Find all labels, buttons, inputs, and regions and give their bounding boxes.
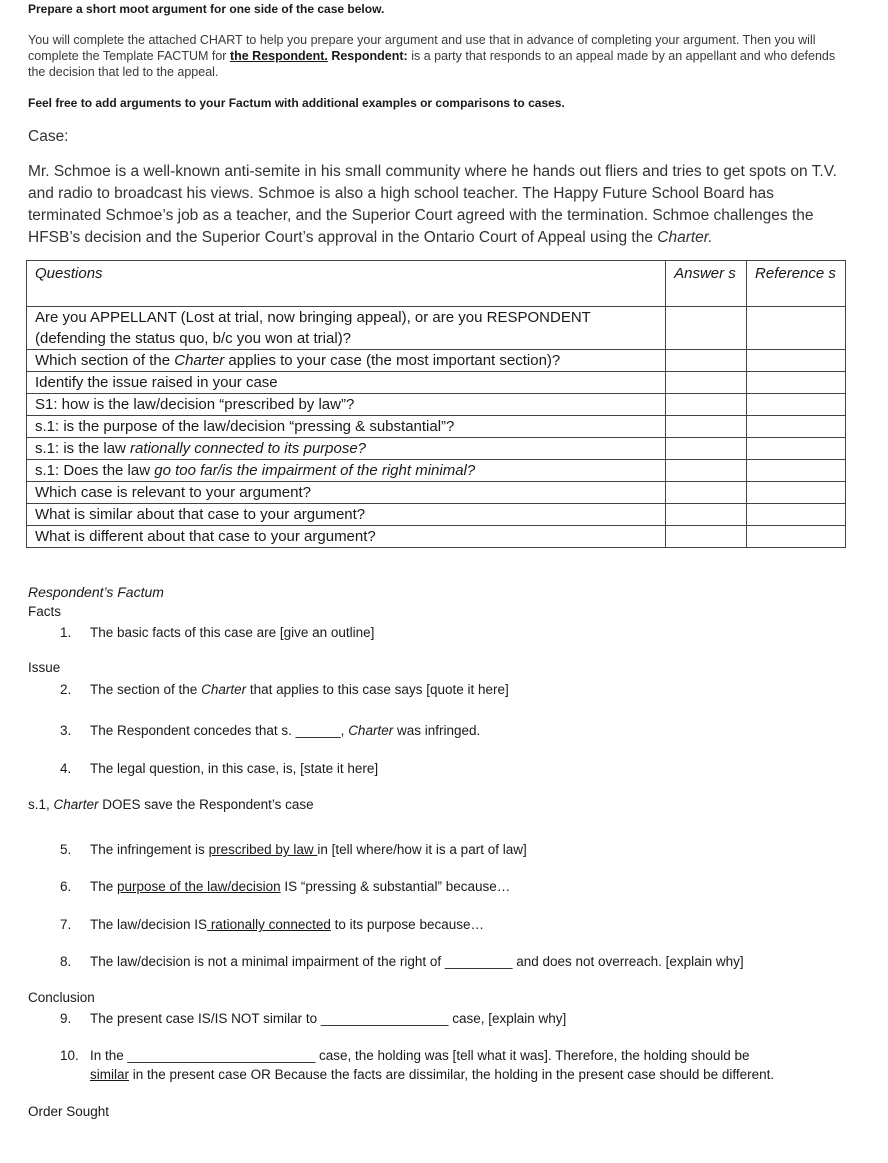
table-row (27, 482, 846, 504)
item-text-end: was infringed. (393, 723, 481, 738)
factum-item-9 (60, 1009, 566, 1028)
question-cell (27, 394, 666, 416)
question-cell (27, 372, 666, 394)
item-text: The Respondent concedes that s. ______, (90, 723, 349, 738)
question-cell (27, 504, 666, 526)
additional-note: Feel free to add arguments to your Factum with additional examples or comparisons to cases. (28, 96, 565, 110)
header-answers: Answer s (666, 261, 747, 307)
question-text: What is similar about that case to your argument? (35, 506, 366, 523)
header-references: Reference s (747, 261, 846, 307)
factum-item-7 (60, 915, 484, 934)
answer-cell[interactable] (666, 438, 747, 460)
answer-cell[interactable] (666, 460, 747, 482)
item-text: The legal question, in this case, is, [state it here] (90, 761, 379, 776)
reference-cell[interactable] (747, 372, 846, 394)
reference-cell[interactable] (747, 394, 846, 416)
question-text-end: applies to your case (the most important section)? (224, 352, 561, 369)
item-number: 8. (60, 954, 72, 969)
case-label: Case: (28, 128, 69, 145)
question-cell (27, 416, 666, 438)
question-text: s.1: is the purpose of the law/decision “pressing & substantial”? (35, 418, 455, 435)
question-cell (27, 350, 666, 372)
reference-cell[interactable] (747, 504, 846, 526)
issue-heading: Issue (28, 660, 61, 675)
item-italic: Charter (201, 682, 247, 697)
answer-cell[interactable] (666, 372, 747, 394)
heading-text-end: DOES save the Respondent’s case (98, 797, 314, 812)
factum-item-3 (60, 721, 480, 740)
factum-item-1 (60, 623, 374, 642)
heading-italic: Charter (53, 797, 99, 812)
question-text: Are you APPELLANT (Lost at trial, now bringing appeal), or are you RESPONDENT (defending the status quo, b/c you won at trial)? (35, 309, 591, 347)
questions-chart (26, 260, 846, 548)
item-text: The basic facts of this case are [give an outline] (90, 625, 375, 640)
item-number: 6. (60, 879, 72, 894)
table-row (27, 350, 846, 372)
item-italic: Charter (348, 723, 394, 738)
table-row (27, 526, 846, 548)
intro-text-1: You will complete the attached CHART to help you prepare your argument and use that in advance of completing your argument. Then you will complete the Template FACTUM for (28, 33, 816, 63)
factum-item-8 (60, 952, 744, 971)
item-number: 9. (60, 1011, 72, 1026)
reference-cell[interactable] (747, 350, 846, 372)
item-number: 7. (60, 917, 72, 932)
question-text: s.1: is the law (35, 440, 131, 457)
s1-heading (28, 797, 314, 812)
question-cell (27, 482, 666, 504)
case-description (28, 161, 848, 249)
conclusion-heading: Conclusion (28, 990, 95, 1005)
table-row (27, 394, 846, 416)
question-text: Which case is relevant to your argument? (35, 484, 311, 501)
item-number: 10. (60, 1048, 79, 1063)
question-text: What is different about that case to your argument? (35, 528, 376, 545)
item-text: In the _________________________ case, the holding was [tell what it was]. Therefore, the holding should be (90, 1048, 750, 1063)
question-text: s.1: Does the law (35, 462, 155, 479)
question-cell (27, 438, 666, 460)
factum-item-6 (60, 877, 510, 896)
header-questions: Questions (27, 261, 666, 307)
answer-cell[interactable] (666, 307, 747, 350)
item-text: The infringement is (90, 842, 209, 857)
reference-cell[interactable] (747, 460, 846, 482)
table-row (27, 504, 846, 526)
facts-heading: Facts (28, 604, 62, 619)
answer-cell[interactable] (666, 526, 747, 548)
question-cell (27, 526, 666, 548)
factum-title: Respondent’s Factum (28, 584, 164, 600)
item-number: 2. (60, 682, 72, 697)
item-underlined: purpose of the law/decision (117, 879, 281, 894)
factum-item-10 (60, 1046, 820, 1084)
answer-cell[interactable] (666, 482, 747, 504)
answer-cell[interactable] (666, 394, 747, 416)
question-text: Identify the issue raised in your case (35, 374, 278, 391)
table-row (27, 460, 846, 482)
item-underlined: prescribed by law (208, 842, 318, 857)
question-text: S1: how is the law/decision “prescribed by law”? (35, 396, 355, 413)
item-text: The present case IS/IS NOT similar to _________________ case, [explain why] (90, 1011, 567, 1026)
item-text: The law/decision is not a minimal impairment of the right of _________ and does not overreach. [explain why] (90, 954, 744, 969)
item-number: 4. (60, 761, 72, 776)
intro-text-2: is a party that responds to an appeal made by an appellant and who defends the decision that led to the appeal. (28, 49, 836, 79)
reference-cell[interactable] (747, 416, 846, 438)
item-number: 3. (60, 723, 72, 738)
chart-header-row (27, 261, 846, 307)
item-number: 5. (60, 842, 72, 857)
item-text: The (90, 879, 118, 894)
case-text-main: Mr. Schmoe is a well-known anti-semite in his small community where he hands out fliers and tries to get spots on T.V. and radio to broadcast his views. Schmoe is also a high school teacher. The Happy Future School Board has terminated Schmoe’s job as a teacher, and the Superior Court agreed with the termination. Schmoe challenges the HFSB’s decision and the Superior Court’s approval in the Ontario Court of Appeal using the (28, 163, 837, 246)
table-row (27, 416, 846, 438)
item-text-end: in [tell where/how it is a part of law] (317, 842, 527, 857)
factum-item-5 (60, 840, 527, 859)
reference-cell[interactable] (747, 307, 846, 350)
item-underlined: similar (90, 1067, 129, 1082)
item-text-end: IS “pressing & substantial” because… (280, 879, 511, 894)
item-text-end: to its purpose because… (330, 917, 484, 932)
heading-text: s.1, (28, 797, 54, 812)
case-text-charter: Charter. (657, 229, 713, 246)
respondent-definition-term: Respondent: (327, 49, 408, 63)
reference-cell[interactable] (747, 526, 846, 548)
question-italic: rationally connected to its purpose? (130, 440, 367, 457)
respondent-link-text: the Respondent. (229, 49, 328, 63)
question-text: Which section of the (35, 352, 175, 369)
item-text-end: in the present case OR Because the facts are dissimilar, the holding in the present case should be different. (129, 1067, 775, 1082)
reference-cell[interactable] (747, 438, 846, 460)
table-row (27, 438, 846, 460)
question-cell (27, 460, 666, 482)
order-sought-heading: Order Sought (28, 1104, 110, 1119)
item-text: The section of the (90, 682, 202, 697)
question-cell (27, 307, 666, 350)
answer-cell[interactable] (666, 350, 747, 372)
instructions-paragraph (28, 32, 846, 80)
answer-cell[interactable] (666, 416, 747, 438)
table-row (27, 372, 846, 394)
factum-item-2 (60, 680, 509, 699)
answer-cell[interactable] (666, 504, 747, 526)
item-number: 1. (60, 625, 72, 640)
reference-cell[interactable] (747, 482, 846, 504)
table-row (27, 307, 846, 350)
question-italic: go too far/is the impairment of the right minimal? (154, 462, 476, 479)
document-title: Prepare a short moot argument for one side of the case below. (28, 2, 385, 16)
item-text-end: that applies to this case says [quote it here] (246, 682, 509, 697)
question-italic: Charter (174, 352, 225, 369)
item-text: The law/decision IS (90, 917, 208, 932)
item-underlined: rationally connected (207, 917, 331, 932)
factum-item-4 (60, 759, 378, 778)
